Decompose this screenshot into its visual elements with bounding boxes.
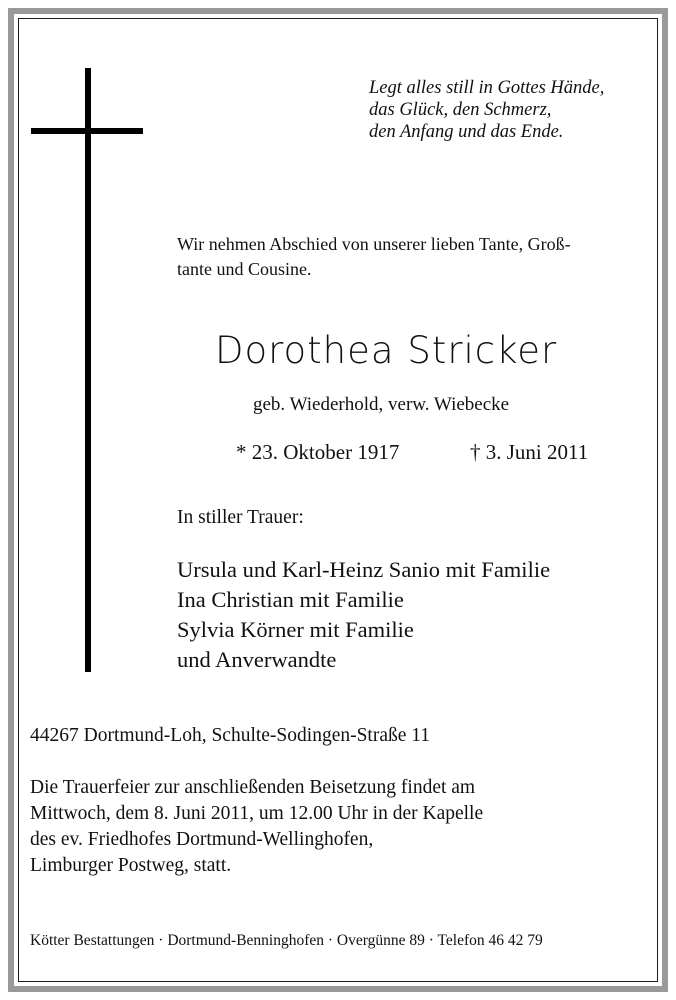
birth-date: * 23. Oktober 1917 [236, 440, 400, 464]
motto-verse [369, 77, 654, 143]
service-line: Limburger Postweg, statt. [30, 855, 232, 876]
intro-line: tante und Cousine. [177, 259, 312, 279]
mourner-item: Sylvia Körner mit Familie [177, 617, 414, 642]
cross-icon [85, 68, 91, 672]
maiden-name: geb. Wiederhold, verw. Wiebecke [253, 394, 510, 415]
service-line: des ev. Friedhofes Dortmund-Wellinghofen, [30, 829, 374, 850]
funeral-service-text [30, 775, 483, 879]
service-line: Die Trauerfeier zur anschließenden Beisetzung findet am [30, 777, 476, 798]
funeral-home-footer: Kötter Bestattungen · Dortmund-Benninghofen · Overgünne 89 · Telefon 46 42 79 [30, 932, 543, 949]
motto-line: den Anfang und das Ende. [369, 122, 564, 142]
intro-line: Wir nehmen Abschied von unserer lieben Tante, Groß- [177, 234, 571, 254]
mourner-item: und Anverwandte [177, 647, 337, 672]
deceased-name: Dorothea Stricker [215, 329, 558, 372]
death-date: † 3. Juni 2011 [470, 440, 589, 464]
cross-icon-crossbar [31, 128, 143, 134]
mourners-list [177, 555, 550, 675]
mourner-item: Ursula und Karl-Heinz Sanio mit Familie [177, 557, 551, 582]
mourner-item: Ina Christian mit Familie [177, 587, 404, 612]
service-line: Mittwoch, dem 8. Juni 2011, um 12.00 Uhr in der Kapelle [30, 803, 484, 824]
mourning-heading: In stiller Trauer: [177, 507, 304, 528]
family-address: 44267 Dortmund-Loh, Schulte-Sodingen-Straße 11 [30, 725, 431, 746]
motto-line: das Glück, den Schmerz, [369, 100, 552, 120]
motto-line: Legt alles still in Gottes Hände, [369, 78, 605, 98]
intro-text [177, 232, 657, 282]
